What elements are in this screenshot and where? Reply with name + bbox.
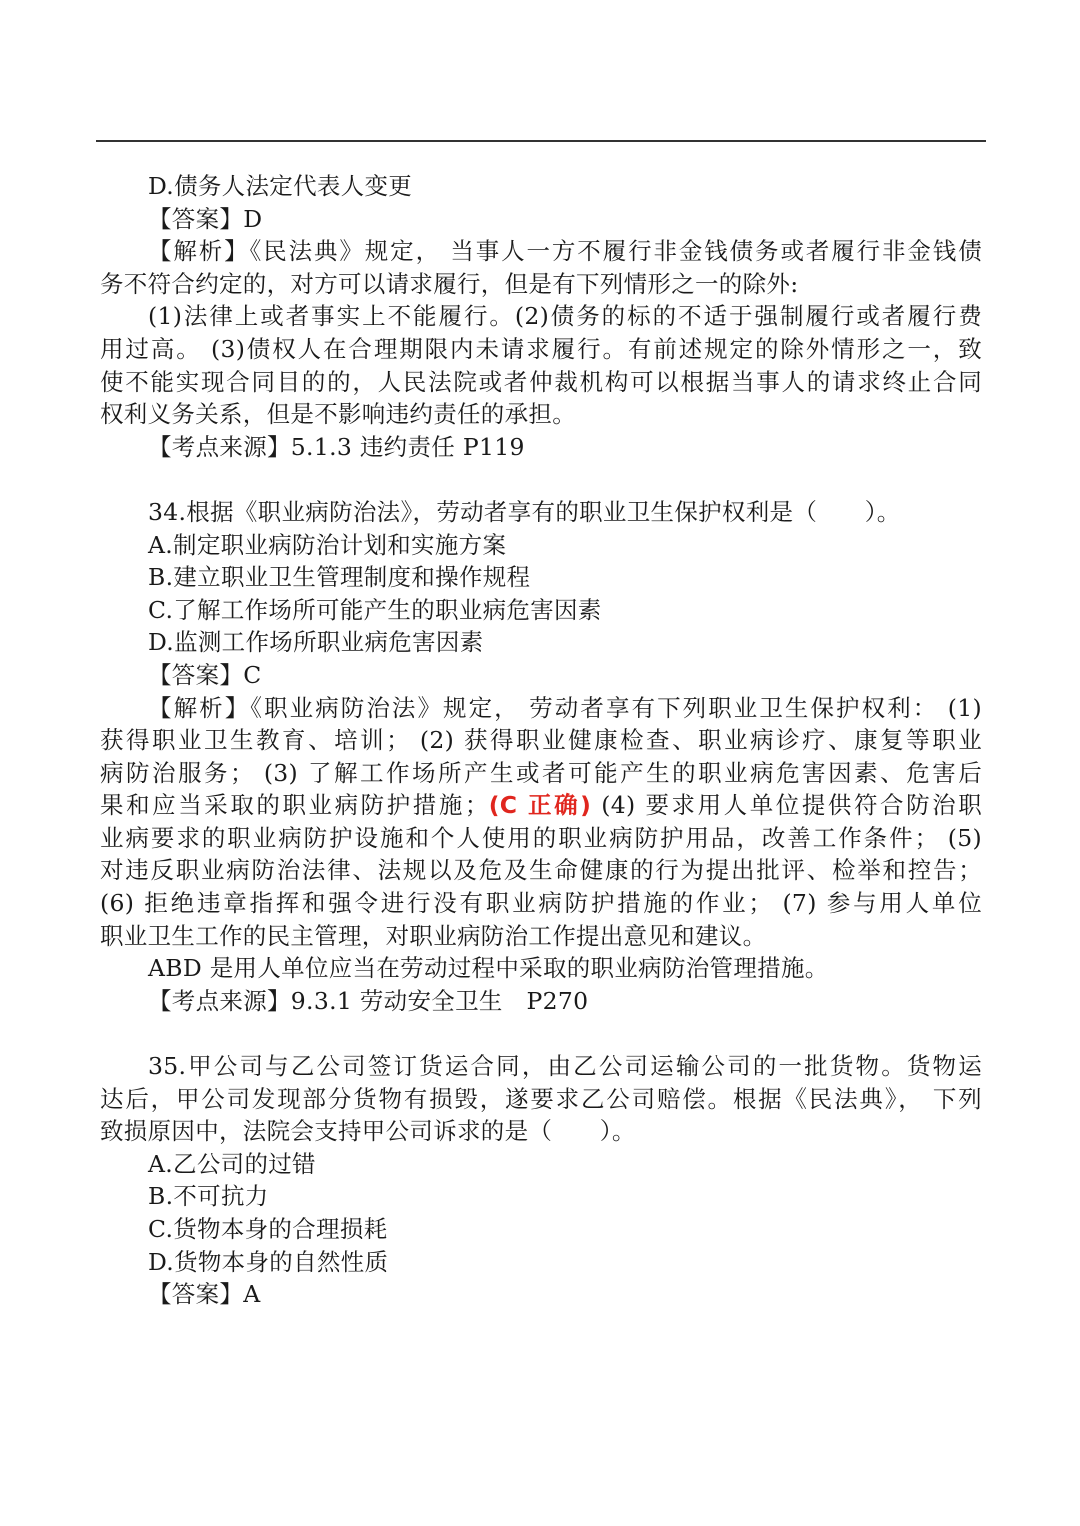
analysis-line: (6) 拒绝违章指挥和强令进行没有职业病防护措施的作业； (7) 参与用人单位 [100, 889, 982, 918]
answer: 【答案】A [148, 1280, 261, 1309]
analysis-line: 用过高。 (3)债权人在合理期限内未请求履行。有前述规定的除外情形之一，致 [100, 334, 982, 363]
analysis-text: 果和应当采取的职业病防护措施； [100, 791, 489, 820]
question-35-line: 35.甲公司与乙公司签订货运合同，由乙公司运输公司的一批货物。货物运 [148, 1052, 982, 1081]
analysis-line: 业病要求的职业病防护设施和个人使用的职业病防护用品，改善工作条件； (5) [100, 823, 982, 852]
source-reference: 【考点来源】5.1.3 违约责任 P119 [148, 432, 525, 461]
option-c: C.了解工作场所可能产生的职业病危害因素 [148, 595, 602, 624]
document-content [100, 170, 982, 1311]
analysis-text: (4) 要求用人单位提供符合防治职 [591, 791, 982, 820]
correct-highlight: (C 正确) [488, 791, 592, 820]
option-a: A.乙公司的过错 [148, 1149, 316, 1178]
option-b: B.不可抗力 [148, 1182, 269, 1211]
answer: 【答案】D [148, 204, 263, 233]
question-35-line: 达后，甲公司发现部分货物有损毁，遂要求乙公司赔偿。根据《民法典》， 下列 [100, 1084, 982, 1113]
analysis-line: 【解析】《职业病防治法》规定， 劳动者享有下列职业卫生保护权利： (1) [148, 693, 982, 722]
option-c: C.货物本身的合理损耗 [148, 1215, 388, 1243]
option-a: A.制定职业病防治计划和实施方案 [148, 530, 507, 559]
answer: 【答案】C [148, 660, 262, 689]
analysis-line: 务不符合约定的，对方可以请求履行，但是有下列情形之一的除外: [100, 269, 799, 298]
analysis-note: ABD 是用人单位应当在劳动过程中采取的职业病防治管理措施。 [148, 954, 829, 983]
spacer [100, 1017, 982, 1050]
option-b: B.建立职业卫生管理制度和操作规程 [148, 563, 531, 592]
question-34: 34.根据《职业病防治法》，劳动者享有的职业卫生保护权利是（ ）。 [148, 497, 901, 526]
option-d: D.货物本身的自然性质 [148, 1247, 389, 1276]
question-35-line: 致损原因中，法院会支持甲公司诉求的是（ ）。 [100, 1117, 636, 1146]
analysis-line: 获得职业卫生教育、培训； (2) 获得职业健康检查、职业病诊疗、康复等职业 [100, 726, 982, 755]
analysis-line: 使不能实现合同目的的，人民法院或者仲裁机构可以根据当事人的请求终止合同 [100, 367, 982, 396]
analysis-line: 权利义务关系，但是不影响违约责任的承担。 [100, 400, 576, 429]
option-d: D.债务人法定代表人变更 [148, 172, 413, 200]
option-d: D.监测工作场所职业病危害因素 [148, 628, 484, 657]
source-reference: 【考点来源】9.3.1 劳动安全卫生 P270 [148, 986, 589, 1015]
analysis-line: 【解析】《民法典》规定， 当事人一方不履行非金钱债务或者履行非金钱债 [148, 237, 982, 266]
spacer [100, 463, 982, 496]
analysis-line-with-highlight [100, 789, 982, 822]
analysis-line: (1)法律上或者事实上不能履行。(2)债务的标的不适于强制履行或者履行费 [148, 302, 982, 331]
analysis-line: 职业卫生工作的民主管理，对职业病防治工作提出意见和建议。 [100, 921, 767, 950]
header-rule [96, 140, 986, 142]
analysis-line: 对违反职业病防治法律、法规以及危及生命健康的行为提出批评、检举和控告； [100, 856, 982, 885]
analysis-line: 病防治服务； (3) 了解工作场所产生或者可能产生的职业病危害因素、危害后 [100, 758, 982, 787]
